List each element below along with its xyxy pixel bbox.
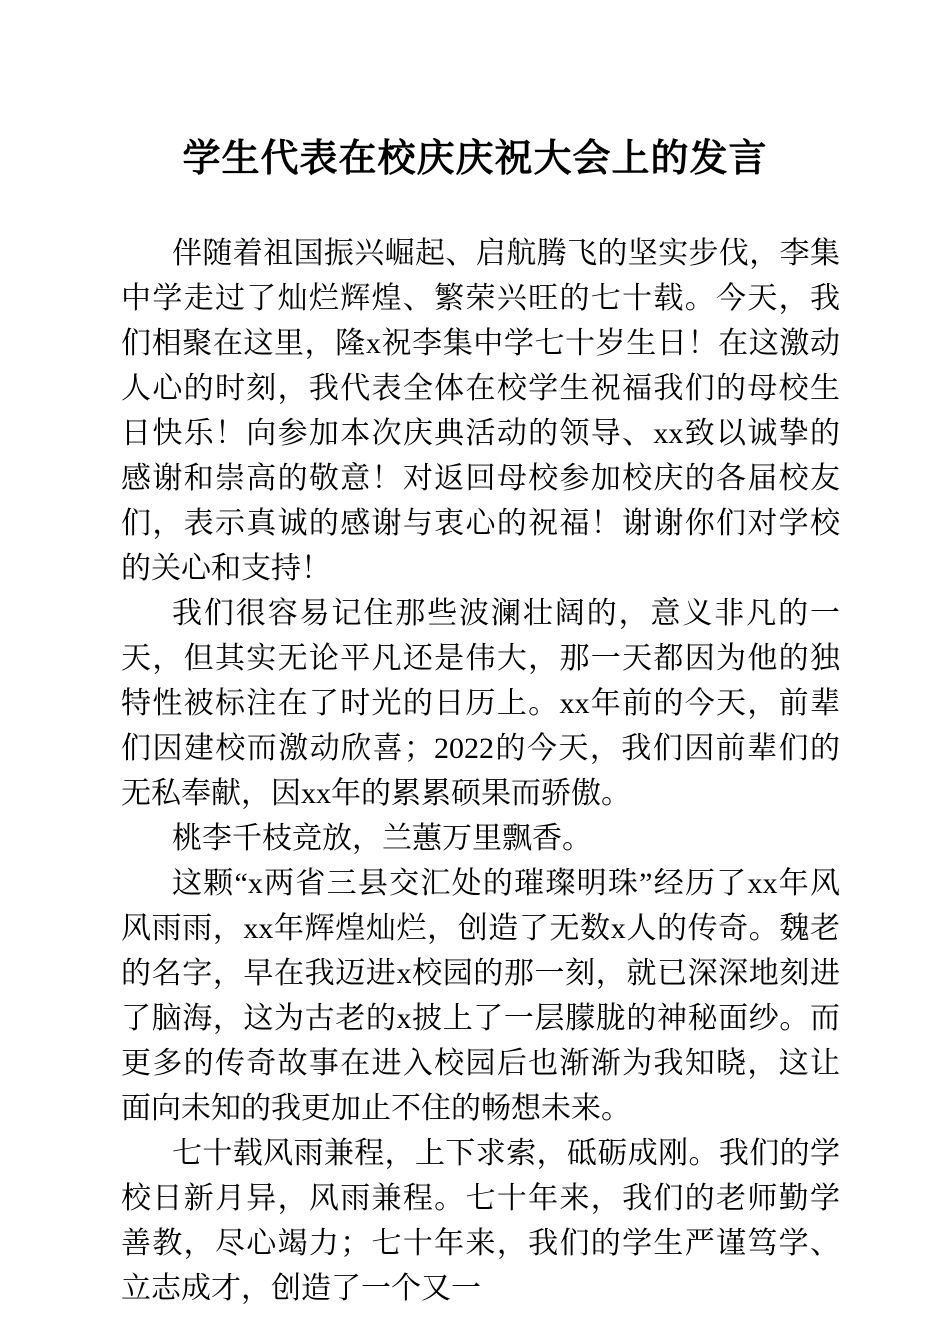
paragraph-pearl-legend: 这颗“x两省三县交汇处的璀璨明珠”经历了xx年风风雨雨，xx年辉煌灿烂，创造了无数x人的传奇。魏老的名字，早在我迈进x校园的那一刻，就已深深地刻进了脑海，这为古老的x披上了一层朦胧的神秘面纱。而更多的传奇故事在进入校园后也渐渐为我知晓，这让面向未知的我更加止不住的畅想未来。 [121, 867, 840, 1125]
paragraph-memorable-day: 我们很容易记住那些波澜壮阔的，意义非凡的一天，但其实无论平凡还是伟大，那一天都因为他的独特性被标注在了时光的日历上。xx年前的今天，前辈们因建校而激动欣喜；2022的今天，我们因前辈们的无私奉献，因xx年的累累硕果而骄傲。 [121, 597, 840, 810]
paragraph-greeting: 伴随着祖国振兴崛起、启航腾飞的坚实步伐，李集中学走过了灿烂辉煌、繁荣兴旺的七十载。今天，我们相聚在这里，隆x祝李集中学七十岁生日！在这激动人心的时刻，我代表全体在校学生祝福我们的母校生日快乐！向参加本次庆典活动的领导、xx致以诚挚的感谢和崇高的敬意！对返回母校参加校庆的各届校友们，表示真诚的感谢与衷心的祝福！谢谢你们对学校的关心和支持！ [121, 237, 840, 585]
document-body [121, 231, 840, 1311]
document-title: 学生代表在校庆庆祝大会上的发言 [182, 138, 768, 180]
paragraph-seventy-years: 七十载风雨兼程，上下求索，砥砺成刚。我们的学校日新月异，风雨兼程。七十年来，我们的老师勤学善教，尽心竭力；七十年来，我们的学生严谨笃学、立志成才，创造了一个又一 [121, 1137, 840, 1305]
paragraph-blossom-line: 桃李千枝竞放，兰蕙万里飘香。 [172, 822, 592, 855]
